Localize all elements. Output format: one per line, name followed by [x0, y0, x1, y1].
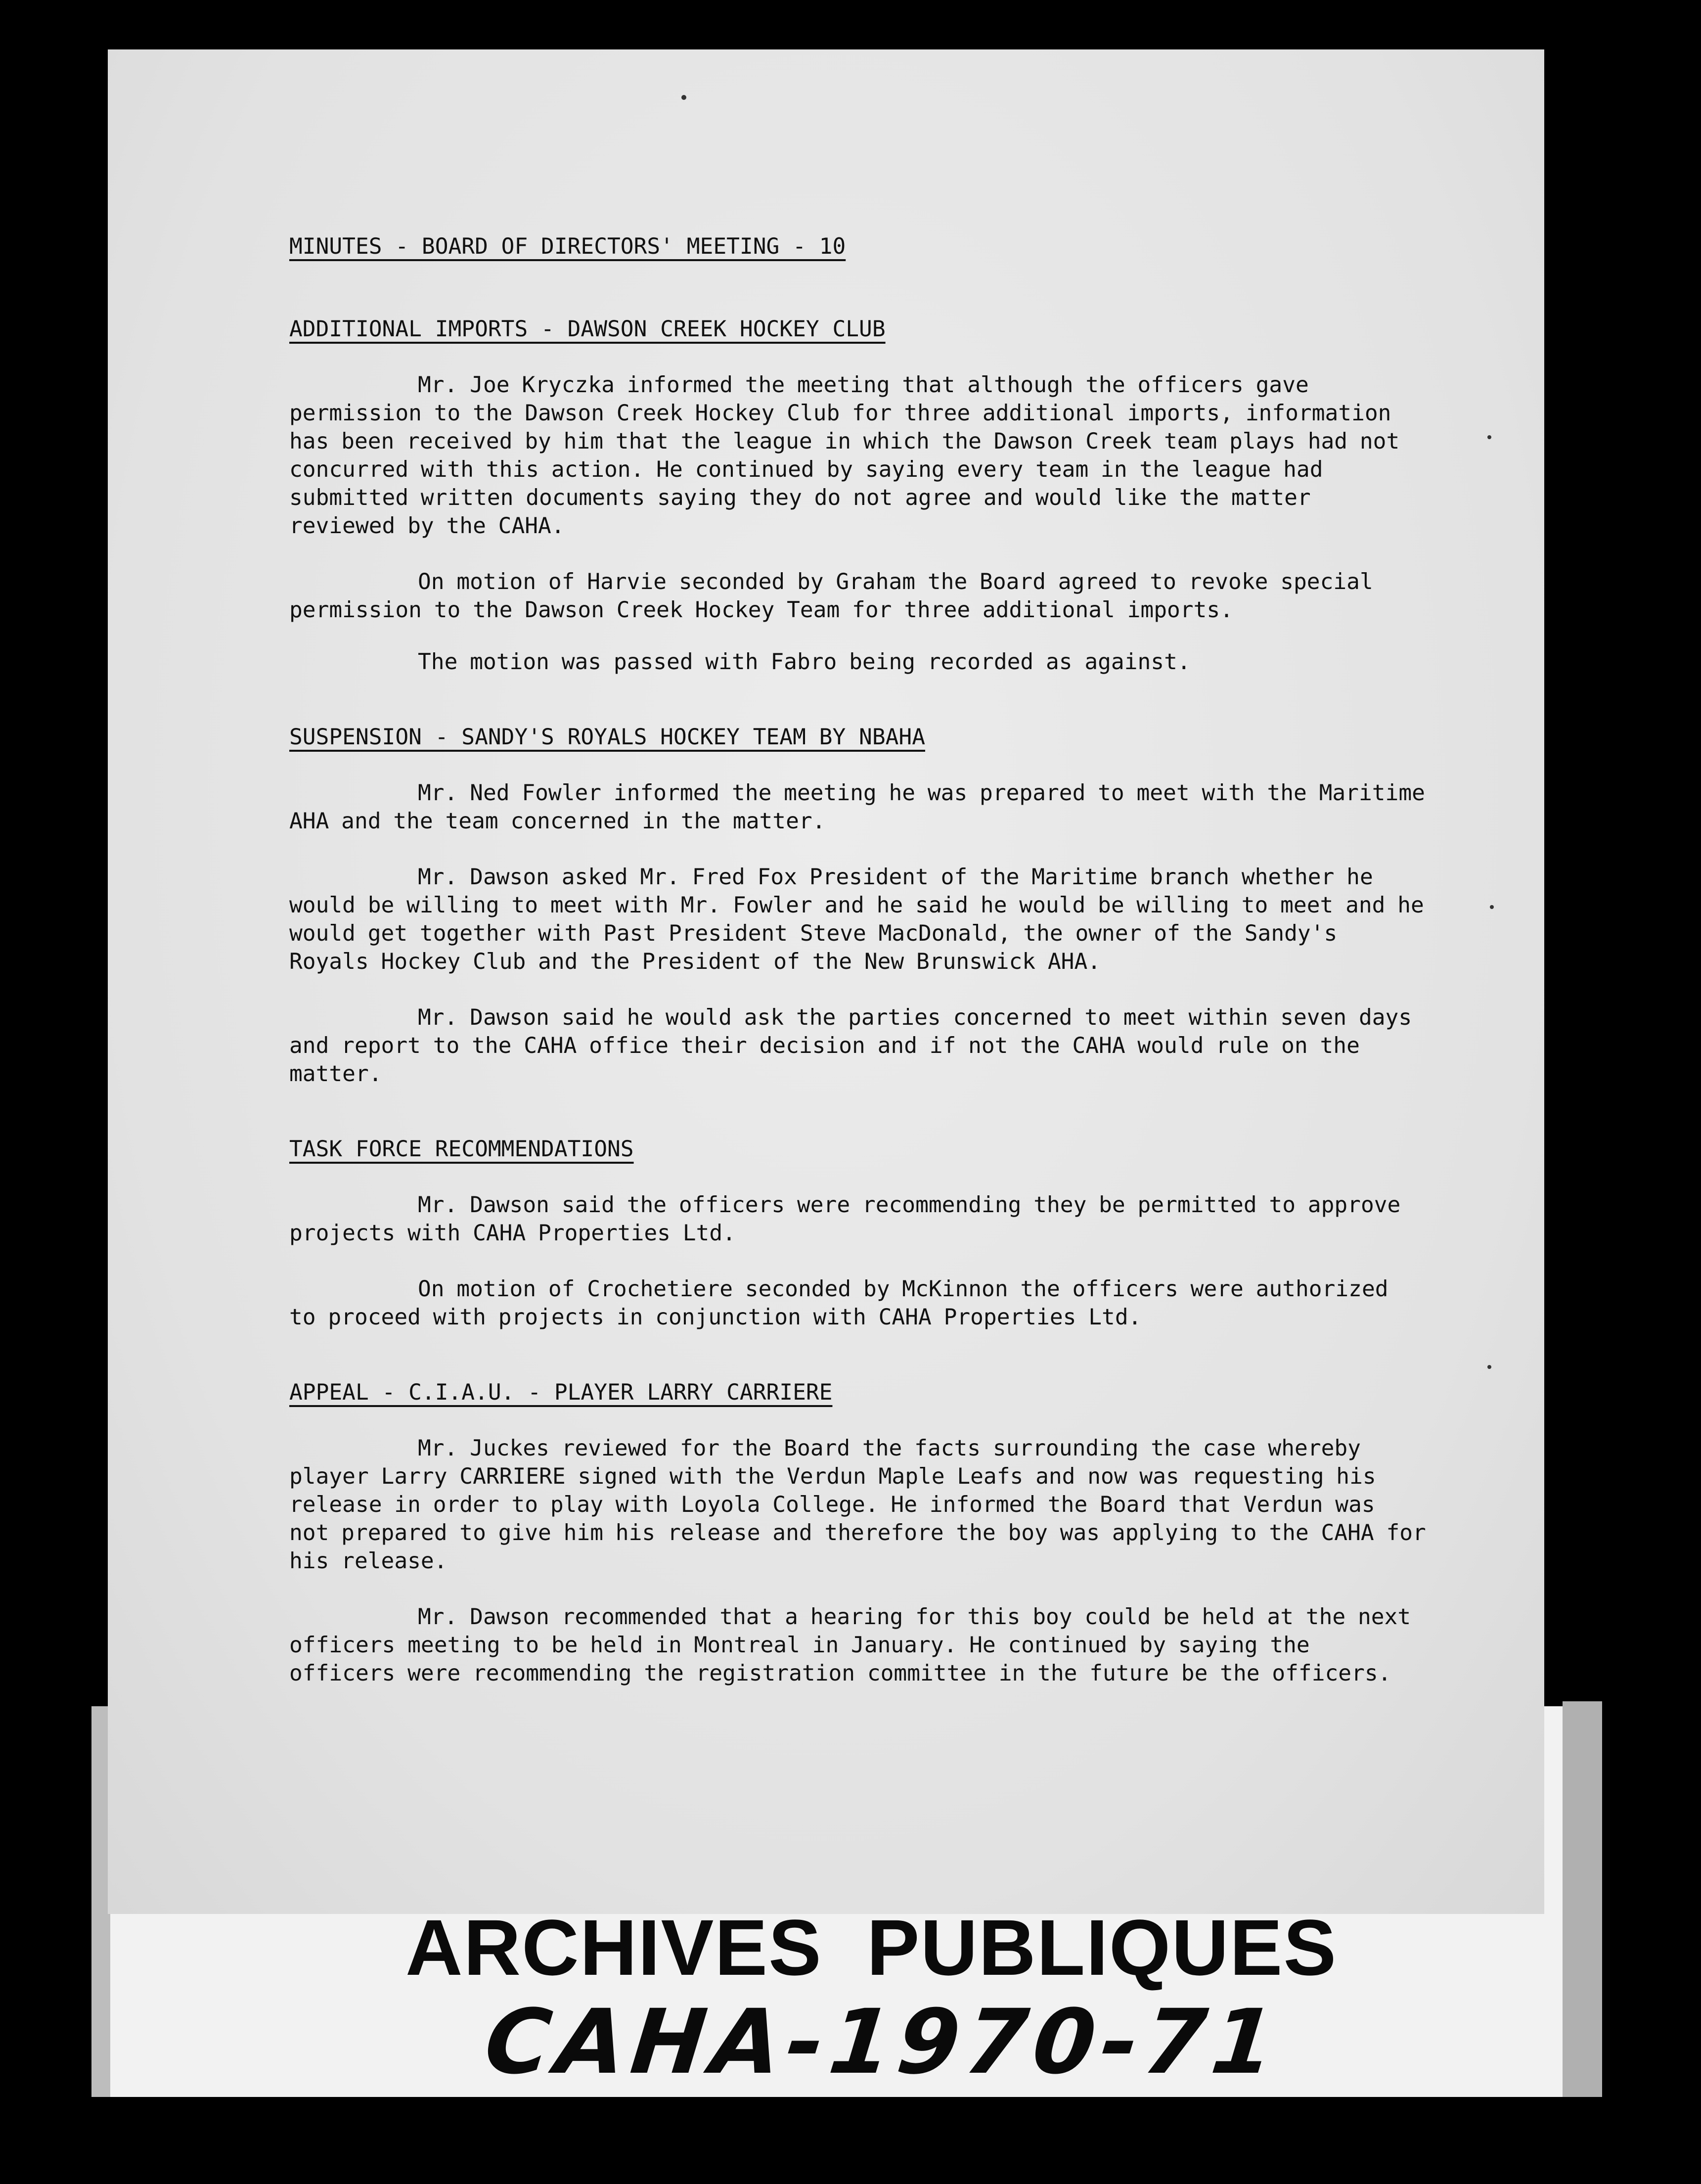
dust-speck: [1490, 905, 1494, 909]
mount-right-edge: [1563, 1701, 1602, 2097]
document-body: [289, 232, 1427, 1687]
section-task-force: [289, 1135, 1427, 1331]
paragraph: Mr. Juckes reviewed for the Board the facts surrounding the case whereby player Larry CARRIERE signed with the Verdun Maple Leafs and now was requesting his release in order to play with Loyola College. He informed the Board that Verdun was not prepared to give him his release and therefore the boy was applying to the CAHA for his release.: [289, 1436, 1426, 1574]
section-heading: TASK FORCE RECOMMENDATIONS: [289, 1137, 634, 1162]
paragraph: Mr. Dawson recommended that a hearing for this boy could be held at the next officers meeting to be held in Montreal in January. He continued by saying the officers were recommending the registration committee in the future be the officers.: [289, 1604, 1411, 1686]
section-additional-imports: [289, 315, 1427, 676]
paragraph: Mr. Ned Fowler informed the meeting he was prepared to meet with the Maritime AHA and the team concerned in the matter.: [289, 780, 1425, 834]
section-appeal: [289, 1378, 1427, 1687]
page-header-block: [289, 232, 1427, 261]
stamp-word: PUBLIQUES: [866, 1903, 1338, 1992]
archives-stamp: [405, 1903, 1338, 1992]
paragraph: Mr. Dawson said the officers were recommending they be permitted to approve projects with CAHA Properties Ltd.: [289, 1192, 1401, 1246]
paragraph: Mr. Joe Kryczka informed the meeting that although the officers gave permission to the Dawson Creek Hockey Club for three additional imports, information has been received by him that the league in which the Dawson Creek team plays had not concurred with this action. He continued by saying every team in the league had submitted written documents saying they do not agree and would like the matter reviewed by the CAHA.: [289, 372, 1400, 539]
section-heading: APPEAL - C.I.A.U. - PLAYER LARRY CARRIERE: [289, 1380, 833, 1405]
section-heading: SUSPENSION - SANDY'S ROYALS HOCKEY TEAM BY NBAHA: [289, 725, 925, 750]
dust-speck: [1487, 1365, 1491, 1369]
stamp-word: ARCHIVES: [405, 1903, 822, 1992]
paragraph: Mr. Dawson said he would ask the parties concerned to meet within seven days and report to the CAHA office their decision and if not the CAHA would rule on the matter.: [289, 1005, 1412, 1087]
page-header: MINUTES - BOARD OF DIRECTORS' MEETING - 10: [289, 234, 846, 259]
paragraph: On motion of Harvie seconded by Graham the Board agreed to revoke special permission to the Dawson Creek Hockey Team for three additional imports.: [289, 569, 1373, 623]
paragraph: On motion of Crochetiere seconded by McKinnon the officers were authorized to proceed with projects in conjunction with CAHA Properties Ltd.: [289, 1276, 1388, 1330]
paragraph: Mr. Dawson asked Mr. Fred Fox President of the Maritime branch whether he would be willing to meet with Mr. Fowler and he said he would be willing to meet and he would get together with Past President Steve MacDonald, the owner of the Sandy's Royals Hockey Club and the President of the New Brunswick AHA.: [289, 864, 1424, 974]
collection-label: CAHA-1970-71: [480, 1991, 1286, 2094]
dust-speck: [1487, 435, 1491, 439]
dust-speck: [681, 95, 686, 100]
section-suspension: [289, 723, 1427, 1088]
paragraph: The motion was passed with Fabro being recorded as against.: [418, 649, 1191, 675]
section-heading: ADDITIONAL IMPORTS - DAWSON CREEK HOCKEY CLUB: [289, 317, 886, 342]
